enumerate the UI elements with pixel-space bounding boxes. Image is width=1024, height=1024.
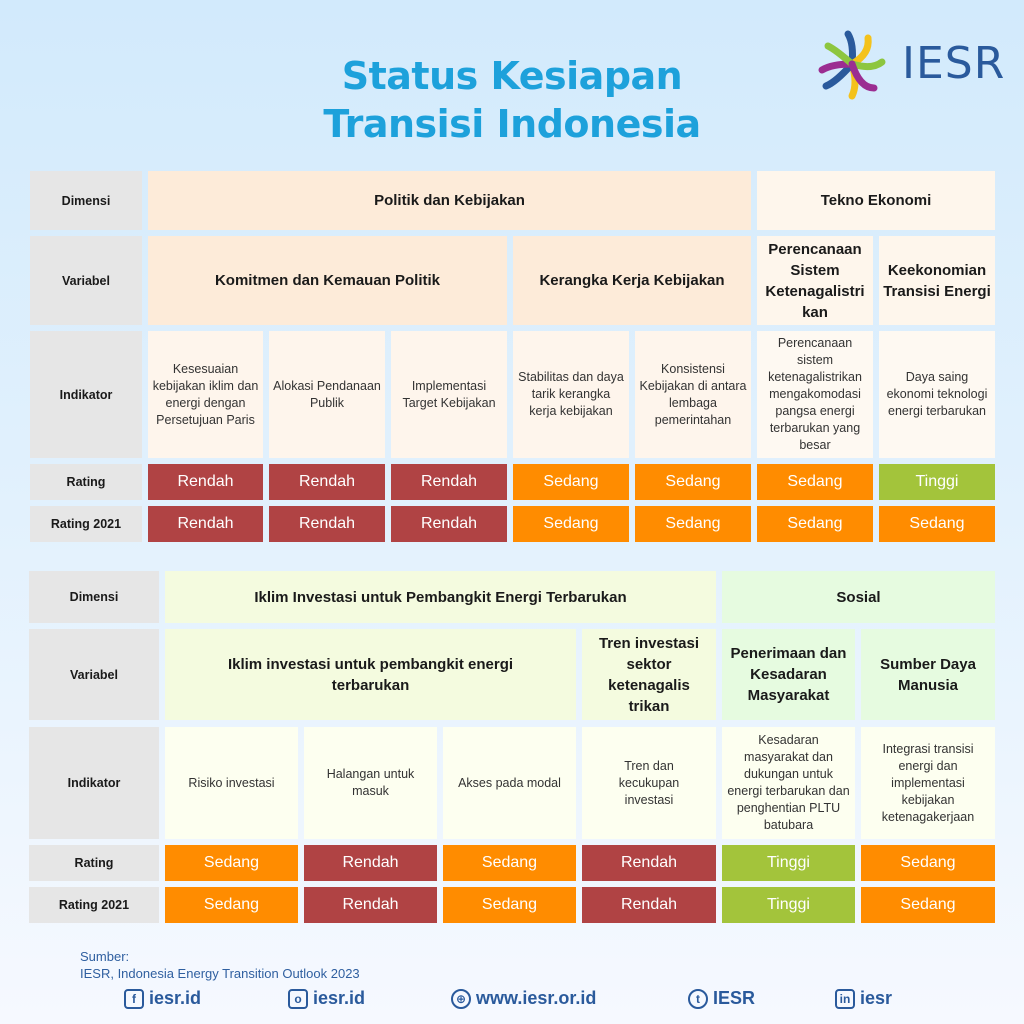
row-label-indikator: Indikator bbox=[30, 331, 142, 458]
indicator-cell: Stabilitas dan daya tarik kerangka kerja kebijakan bbox=[513, 331, 629, 458]
rating-2021-cell: Rendah bbox=[304, 887, 437, 923]
dimension-cell: Tekno Ekonomi bbox=[757, 171, 995, 230]
globe-icon: ⊕ bbox=[451, 989, 471, 1009]
rating-cell: Rendah bbox=[304, 845, 437, 881]
row-label-variabel: Variabel bbox=[29, 629, 159, 720]
rating-2021-cell: Sedang bbox=[861, 887, 995, 923]
source-note bbox=[80, 948, 360, 982]
indicator-cell: Kesadaran masyarakat dan dukungan untuk energi terbarukan dan penghentian PLTU batubara bbox=[722, 727, 855, 839]
rating-2021-cell: Sedang bbox=[635, 506, 751, 542]
iesr-swirl-icon bbox=[812, 24, 892, 104]
indicator-cell: Konsistensi Kebijakan di antara lembaga pemerintahan bbox=[635, 331, 751, 458]
rating-cell: Rendah bbox=[148, 464, 263, 500]
social-instagram[interactable] bbox=[288, 988, 365, 1009]
rating-cell: Sedang bbox=[443, 845, 576, 881]
rating-2021-cell: Sedang bbox=[513, 506, 629, 542]
row-label-rating-2021: Rating 2021 bbox=[29, 887, 159, 923]
row-label-variabel: Variabel bbox=[30, 236, 142, 325]
social-facebook[interactable] bbox=[124, 988, 201, 1009]
indicator-cell: Perencanaan sistem ketenagalistrikan mengakomodasi pangsa energi terbarukan yang besar bbox=[757, 331, 873, 458]
variable-cell: Kerangka Kerja Kebijakan bbox=[513, 236, 751, 325]
social-twitter[interactable] bbox=[688, 988, 755, 1009]
indicator-cell: Integrasi transisi energi dan implementasi kebijakan ketenagakerjaan bbox=[861, 727, 995, 839]
row-label-dimensi: Dimensi bbox=[30, 171, 142, 230]
source-label: Sumber: bbox=[80, 949, 130, 964]
row-label-dimensi: Dimensi bbox=[29, 571, 159, 623]
rating-2021-cell: Tinggi bbox=[722, 887, 855, 923]
rating-cell: Sedang bbox=[165, 845, 298, 881]
rating-2021-cell: Sedang bbox=[757, 506, 873, 542]
rating-2021-cell: Sedang bbox=[165, 887, 298, 923]
row-label-rating: Rating bbox=[29, 845, 159, 881]
facebook-icon: f bbox=[124, 989, 144, 1009]
social-website-text: www.iesr.or.id bbox=[476, 988, 597, 1008]
indicator-cell: Alokasi Pendanaan Publik bbox=[269, 331, 385, 458]
variable-cell: Tren investasi sektor ketenagalis trikan bbox=[582, 629, 716, 720]
rating-cell: Rendah bbox=[269, 464, 385, 500]
indicator-cell: Akses pada modal bbox=[443, 727, 576, 839]
row-label-rating-2021: Rating 2021 bbox=[30, 506, 142, 542]
twitter-icon: t bbox=[688, 989, 708, 1009]
social-facebook-text: iesr.id bbox=[149, 988, 202, 1008]
title-line-1: Status Kesiapan bbox=[341, 54, 683, 98]
social-linkedin-text: iesr bbox=[860, 988, 893, 1008]
rating-cell: Sedang bbox=[861, 845, 995, 881]
variable-cell: Keekonomian Transisi Energi bbox=[879, 236, 995, 325]
indicator-cell: Daya saing ekonomi teknologi energi terbarukan bbox=[879, 331, 995, 458]
rating-2021-cell: Rendah bbox=[269, 506, 385, 542]
indicator-cell: Halangan untuk masuk bbox=[304, 727, 437, 839]
variable-cell: Perencanaan Sistem Ketenagalistri kan bbox=[757, 236, 873, 325]
row-label-indikator: Indikator bbox=[29, 727, 159, 839]
rating-2021-cell: Sedang bbox=[443, 887, 576, 923]
variable-cell: Penerimaan dan Kesadaran Masyarakat bbox=[722, 629, 855, 720]
social-twitter-text: IESR bbox=[713, 988, 756, 1008]
rating-2021-cell: Sedang bbox=[879, 506, 995, 542]
dimension-cell: Iklim Investasi untuk Pembangkit Energi Terbarukan bbox=[165, 571, 716, 623]
rating-cell: Tinggi bbox=[879, 464, 995, 500]
rating-cell: Rendah bbox=[391, 464, 507, 500]
rating-2021-cell: Rendah bbox=[148, 506, 263, 542]
social-website[interactable] bbox=[451, 988, 596, 1009]
logo-text: IESR bbox=[902, 38, 1006, 89]
source-text: IESR, Indonesia Energy Transition Outlook 2023 bbox=[80, 966, 360, 981]
rating-2021-cell: Rendah bbox=[391, 506, 507, 542]
rating-cell: Tinggi bbox=[722, 845, 855, 881]
dimension-cell: Politik dan Kebijakan bbox=[148, 171, 751, 230]
indicator-cell: Implementasi Target Kebijakan bbox=[391, 331, 507, 458]
row-label-rating: Rating bbox=[30, 464, 142, 500]
variable-cell: Komitmen dan Kemauan Politik bbox=[148, 236, 507, 325]
variable-cell: Sumber Daya Manusia bbox=[861, 629, 995, 720]
rating-cell: Sedang bbox=[757, 464, 873, 500]
dimension-cell: Sosial bbox=[722, 571, 995, 623]
iesr-logo bbox=[812, 24, 1006, 104]
indicator-cell: Kesesuaian kebijakan iklim dan energi dengan Persetujuan Paris bbox=[148, 331, 263, 458]
indicator-cell: Tren dan kecukupan investasi bbox=[582, 727, 716, 839]
social-instagram-text: iesr.id bbox=[313, 988, 366, 1008]
title-line-2: Transisi Indonesia bbox=[323, 102, 701, 146]
rating-cell: Sedang bbox=[635, 464, 751, 500]
indicator-cell: Risiko investasi bbox=[165, 727, 298, 839]
instagram-icon: o bbox=[288, 989, 308, 1009]
linkedin-icon: in bbox=[835, 989, 855, 1009]
variable-cell: Iklim investasi untuk pembangkit energi terbarukan bbox=[165, 629, 576, 720]
rating-2021-cell: Rendah bbox=[582, 887, 716, 923]
rating-cell: Rendah bbox=[582, 845, 716, 881]
rating-cell: Sedang bbox=[513, 464, 629, 500]
social-linkedin[interactable] bbox=[835, 988, 892, 1009]
